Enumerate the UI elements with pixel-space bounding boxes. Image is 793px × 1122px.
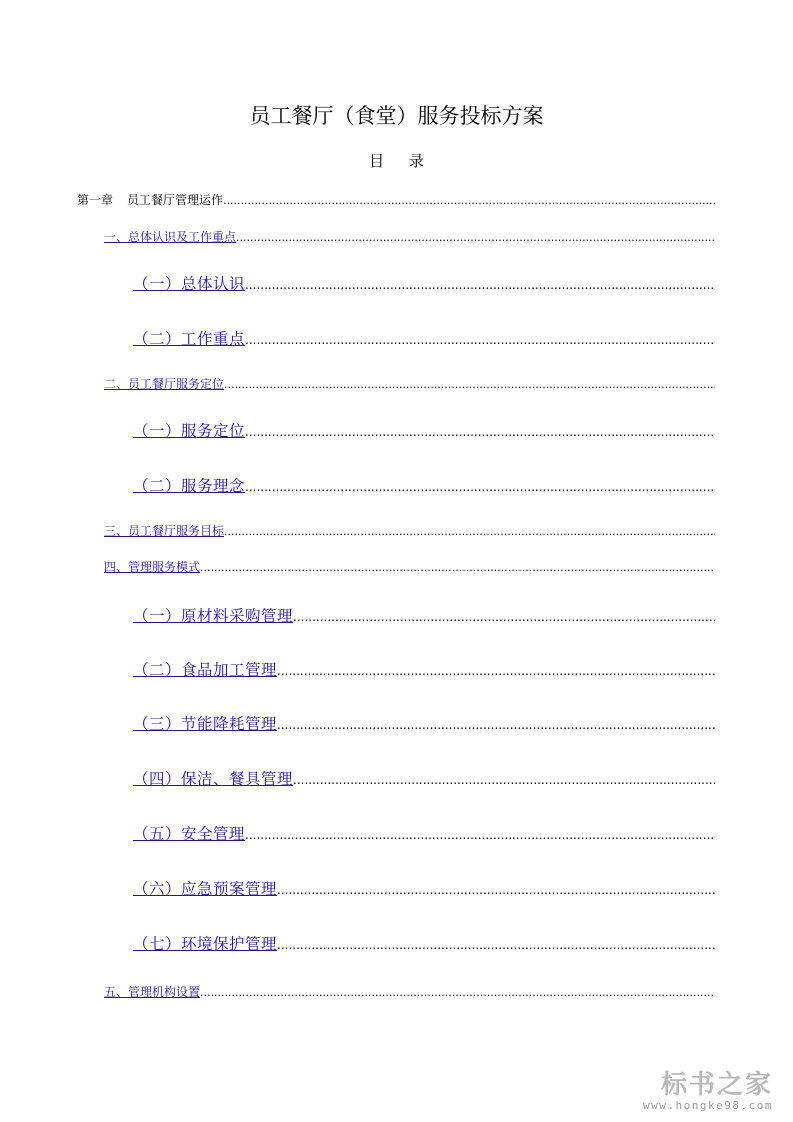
toc-entry-section-1-2[interactable] xyxy=(133,327,715,349)
toc-entry-section-4-6[interactable] xyxy=(133,877,715,899)
toc-entry-section-3[interactable] xyxy=(104,522,715,539)
watermark-logo: 标书之家 xyxy=(660,1070,773,1100)
toc-entry-section-2[interactable] xyxy=(104,375,715,392)
toc-link[interactable]: 一、总体认识及工作重点 xyxy=(104,230,237,244)
toc-leader-dots xyxy=(293,773,715,787)
toc-heading xyxy=(0,150,793,171)
toc-link[interactable]: （五）安全管理 xyxy=(133,825,246,843)
toc-entry-section-5[interactable] xyxy=(104,983,715,1000)
toc-link[interactable]: 五、管理机构设置 xyxy=(104,985,201,999)
toc-entry-section-2-2[interactable] xyxy=(133,474,715,496)
toc-entry-section-2-1[interactable] xyxy=(133,419,715,441)
toc-link[interactable]: 三、员工餐厅服务目标 xyxy=(104,524,225,538)
toc-leader-dots xyxy=(277,938,715,952)
toc-link[interactable]: （四）保洁、餐具管理 xyxy=(133,770,294,788)
toc-entry-label: 第一章 员工餐厅管理运作 xyxy=(77,193,224,207)
toc-leader-dots xyxy=(245,278,715,292)
toc-leader-dots xyxy=(245,425,715,439)
toc-heading-char-2: 录 xyxy=(408,152,424,170)
toc-entry-section-1-1[interactable] xyxy=(133,272,715,294)
toc-entry-section-4-7[interactable] xyxy=(133,932,715,954)
toc-entry-section-4-4[interactable] xyxy=(133,767,715,789)
toc-leader-dots xyxy=(223,194,715,207)
toc-entry-section-4-1[interactable] xyxy=(133,604,715,626)
watermark-url: www.hongke98.com xyxy=(643,1099,773,1112)
toc-link[interactable]: 二、员工餐厅服务定位 xyxy=(104,377,225,391)
toc-leader-dots xyxy=(200,561,715,574)
toc-heading-char-1: 目 xyxy=(369,152,385,170)
toc-leader-dots xyxy=(277,664,715,678)
toc-link[interactable]: （二）工作重点 xyxy=(133,330,246,348)
toc-entry-section-4-2[interactable] xyxy=(133,658,715,680)
toc-link[interactable]: （一）总体认识 xyxy=(133,275,246,293)
toc-link[interactable]: （一）服务定位 xyxy=(133,422,246,440)
toc-link[interactable]: （一）原材料采购管理 xyxy=(133,607,294,625)
toc-link[interactable]: （二）服务理念 xyxy=(133,477,246,495)
toc-entry-chapter-1[interactable] xyxy=(77,191,715,208)
toc-leader-dots xyxy=(277,718,715,732)
toc-leader-dots xyxy=(293,610,715,624)
toc-link[interactable]: 四、管理服务模式 xyxy=(104,560,201,574)
document-title: 员工餐厅（食堂）服务投标方案 xyxy=(249,104,544,128)
toc-leader-dots xyxy=(245,333,715,347)
toc-entry-section-4[interactable] xyxy=(104,558,715,575)
toc-entry-section-1[interactable] xyxy=(104,228,715,245)
toc-entry-section-4-5[interactable] xyxy=(133,822,715,844)
toc-leader-dots xyxy=(224,525,715,538)
toc-leader-dots xyxy=(200,986,715,999)
toc-link[interactable]: （六）应急预案管理 xyxy=(133,880,278,898)
toc-leader-dots xyxy=(224,378,715,391)
toc-link[interactable]: （三）节能降耗管理 xyxy=(133,715,278,733)
toc-leader-dots xyxy=(277,883,715,897)
toc-leader-dots xyxy=(245,480,715,494)
toc-link[interactable]: （七）环境保护管理 xyxy=(133,935,278,953)
toc-link[interactable]: （二）食品加工管理 xyxy=(133,661,278,679)
toc-entry-section-4-3[interactable] xyxy=(133,712,715,734)
toc-leader-dots xyxy=(236,231,715,244)
watermark xyxy=(623,1064,773,1112)
toc-leader-dots xyxy=(245,828,715,842)
